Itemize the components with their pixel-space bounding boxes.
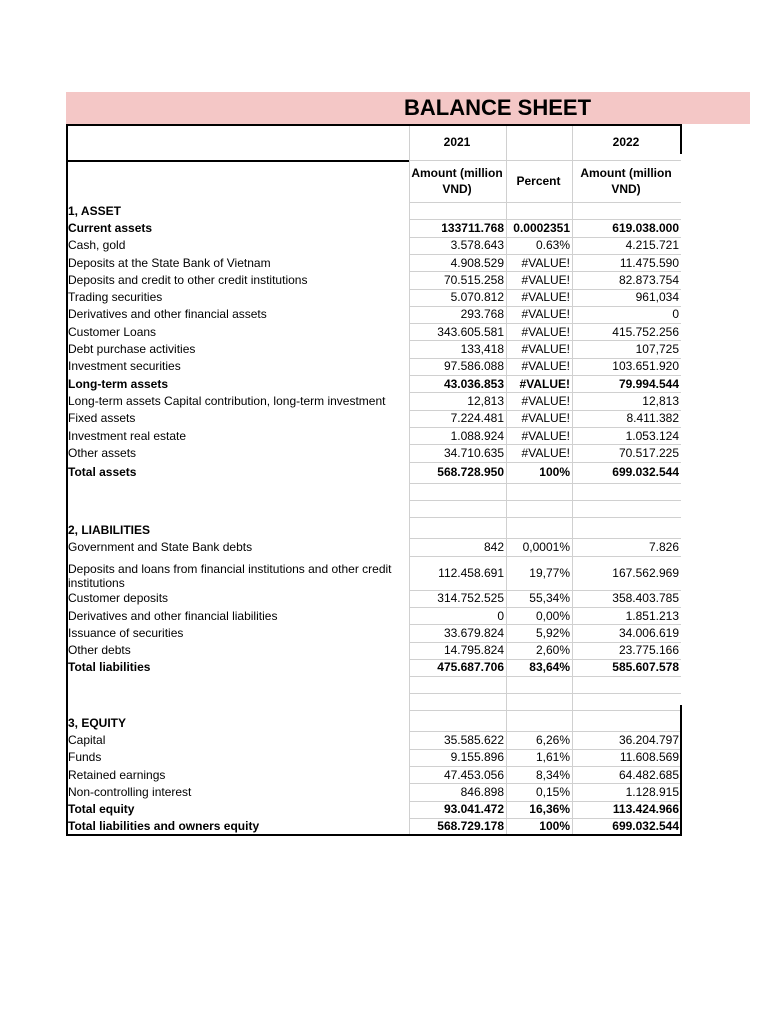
grid-line <box>680 705 682 835</box>
amount-2022-cell: 1.851.213 <box>625 608 679 623</box>
table-row <box>66 624 681 641</box>
percent-cell: 2,60% <box>535 643 570 658</box>
asset-section-title-row <box>66 202 681 219</box>
percent-cell: #VALUE! <box>521 324 570 339</box>
empty-cell <box>572 202 681 219</box>
percent-cell: #VALUE! <box>521 255 570 270</box>
amount-2021-cell: 4.908.529 <box>450 255 504 270</box>
empty-cell <box>506 521 572 538</box>
grid-line <box>409 358 681 359</box>
header-label-cell <box>66 124 409 160</box>
sheet-title: BALANCE SHEET <box>404 95 592 120</box>
table-row <box>66 462 681 483</box>
empty-cell <box>506 202 572 219</box>
grid-line <box>409 237 681 238</box>
grid-line <box>409 624 681 625</box>
row-label: Total assets <box>68 465 137 479</box>
amount-2022-cell: 79.994.544 <box>618 376 679 391</box>
amount-2022-cell: 12,813 <box>642 393 679 408</box>
amount-2022-cell: 0 <box>672 307 679 322</box>
amount-2022-cell: 1.053.124 <box>625 428 679 443</box>
amount-2021-cell: 3.578.643 <box>450 238 504 253</box>
amount-2021-cell: 12,813 <box>467 393 504 408</box>
amount-2022-cell: 7.826 <box>648 539 679 554</box>
amount-2022-cell: 11.475.590 <box>619 255 679 270</box>
table-row <box>66 340 681 357</box>
grid-line <box>409 801 681 802</box>
grid-line <box>66 160 409 162</box>
amount-2021-cell: 112.458.691 <box>438 565 504 580</box>
table-row <box>66 766 681 783</box>
amount-2021-cell: 5.070.812 <box>450 290 504 305</box>
grid-line <box>409 710 681 711</box>
row-label: Investment securities <box>68 359 181 374</box>
row-label: Other debts <box>68 643 131 658</box>
amount-2022-cell: 36.204.797 <box>618 732 679 747</box>
grid-line <box>506 124 507 835</box>
asset-section-title: 1, ASSET <box>68 203 121 218</box>
row-label: Total equity <box>68 802 135 817</box>
amount-2021-cell: 97.586.088 <box>443 359 504 374</box>
table-row <box>66 392 681 409</box>
percent-cell: #VALUE! <box>521 359 570 374</box>
amount-2022-cell: 358.403.785 <box>612 591 679 606</box>
row-label: Long-term assets <box>68 376 169 391</box>
percent-cell: #VALUE! <box>521 290 570 305</box>
grid-line <box>409 693 681 694</box>
table-row <box>66 237 681 254</box>
percent-cell: 16,36% <box>529 802 570 817</box>
amount-2022-header: Amount (million VND) <box>580 166 672 196</box>
grid-line <box>409 444 681 445</box>
row-label: Deposits at the State Bank of Vietnam <box>68 255 271 270</box>
table-row <box>66 289 681 306</box>
empty-cell <box>409 521 506 538</box>
year-2022-header: 2022 <box>612 135 640 149</box>
liabilities-section-title-row <box>66 521 681 538</box>
grid-line <box>409 500 681 501</box>
grid-line <box>409 340 681 341</box>
amount-2022-cell: 1.128.915 <box>625 784 679 799</box>
empty-cell <box>409 202 506 219</box>
grid-line <box>409 219 681 220</box>
amount-2021-cell: 47.453.056 <box>443 767 504 782</box>
percent-cell: 0,15% <box>535 784 570 799</box>
row-label: Deposits and loans from financial institutions and other credit institutions <box>68 561 392 590</box>
row-label: Total liabilities and owners equity <box>68 819 260 834</box>
table-row <box>66 590 681 607</box>
amount-2022-cell: 82.873.754 <box>618 272 679 287</box>
percent-cell: #VALUE! <box>519 376 570 391</box>
empty-cell <box>506 714 572 731</box>
grid-line <box>409 556 681 557</box>
empty-cell <box>572 521 681 538</box>
grid-line <box>409 306 681 307</box>
grid-line <box>409 254 681 255</box>
grid-line <box>409 462 681 463</box>
row-label: Non-controlling interest <box>68 784 192 799</box>
table-row <box>66 556 681 590</box>
grid-line <box>409 410 681 411</box>
table-row <box>66 607 681 624</box>
table-row <box>66 219 681 236</box>
percent-cell: #VALUE! <box>521 411 570 426</box>
grid-line <box>409 783 681 784</box>
grid-line <box>409 642 681 643</box>
amount-2021-cell: 842 <box>483 539 504 554</box>
column-header-row <box>66 160 681 202</box>
amount-2021-header: Amount (million VND) <box>411 166 503 196</box>
percent-cell: 0.0002351 <box>513 220 570 235</box>
row-label: Debt purchase activities <box>68 342 196 357</box>
amount-2022-cell: 619.038.000 <box>612 220 679 235</box>
row-label: Fixed assets <box>68 411 136 426</box>
row-label: Government and State Bank debts <box>68 539 253 554</box>
row-label: Total liabilities <box>68 660 151 675</box>
percent-cell: 19,77% <box>529 565 570 580</box>
amount-2022-cell: 11.608.569 <box>619 750 679 765</box>
percent-cell: 1,61% <box>535 750 570 765</box>
amount-2022-cell: 4.215.721 <box>625 238 679 253</box>
empty-cell <box>572 714 681 731</box>
amount-2021-cell: 34.710.635 <box>443 445 504 460</box>
row-label: Customer deposits <box>68 591 169 606</box>
amount-2022-cell: 8.411.382 <box>626 411 679 426</box>
percent-cell: 5,92% <box>535 625 570 640</box>
row-label: Funds <box>68 750 102 765</box>
row-label: Issuance of securities <box>68 625 184 640</box>
percent-cell: 100% <box>539 465 570 479</box>
amount-2022-cell: 961,034 <box>635 290 679 305</box>
amount-2021-cell: 846.898 <box>460 784 504 799</box>
amount-2021-cell: 7.224.481 <box>450 411 504 426</box>
row-label: Derivatives and other financial liabilities <box>68 608 278 623</box>
amount-2022-cell: 415.752.256 <box>612 324 679 339</box>
amount-2022-cell: 64.482.685 <box>618 767 679 782</box>
percent-cell: 6,26% <box>535 732 570 747</box>
amount-2022-cell: 699.032.544 <box>612 819 679 834</box>
row-label: Derivatives and other financial assets <box>68 307 267 322</box>
grid-line <box>409 160 681 161</box>
percent-header: Percent <box>516 174 561 188</box>
grid-line <box>409 271 681 272</box>
grid-line <box>409 818 681 819</box>
amount-2021-cell: 133,418 <box>460 342 504 357</box>
amount-2021-cell: 1.088.924 <box>450 428 504 443</box>
table-row <box>66 375 681 392</box>
amount-2022-cell: 699.032.544 <box>612 465 679 479</box>
percent-cell: #VALUE! <box>521 342 570 357</box>
amount-2021-cell: 43.036.853 <box>443 376 504 391</box>
grid-line <box>680 124 682 154</box>
grid-line <box>409 749 681 750</box>
table-row <box>66 271 681 288</box>
row-label: Capital <box>68 732 106 747</box>
percent-cell: 8,34% <box>535 767 570 782</box>
empty-cell <box>409 714 506 731</box>
grid-line <box>409 375 681 376</box>
amount-2022-cell: 23.775.166 <box>618 643 679 658</box>
grid-line <box>66 124 682 126</box>
table-row <box>66 731 681 748</box>
percent-cell: 100% <box>539 819 570 834</box>
amount-2021-cell: 568.729.178 <box>437 819 504 834</box>
table-row <box>66 427 681 444</box>
table-row <box>66 783 681 800</box>
grid-line <box>409 289 681 290</box>
table-row <box>66 410 681 427</box>
percent-cell: #VALUE! <box>521 445 570 460</box>
table-row <box>66 306 681 323</box>
table-row <box>66 642 681 659</box>
table-row <box>66 323 681 340</box>
amount-2022-cell: 113.424.966 <box>612 802 679 817</box>
grid-line <box>409 676 681 677</box>
grid-line <box>409 202 681 203</box>
amount-2021-cell: 314.752.525 <box>437 591 504 606</box>
table-row <box>66 538 681 555</box>
percent-cell: #VALUE! <box>521 307 570 322</box>
percent-cell: 0.63% <box>535 238 570 253</box>
amount-2022-cell: 70.517.225 <box>618 445 679 460</box>
row-label: Retained earnings <box>68 767 166 782</box>
amount-2021-cell: 93.041.472 <box>443 802 504 817</box>
percent-cell: 55,34% <box>529 591 570 606</box>
liabilities-section-title: 2, LIABILITIES <box>68 522 151 537</box>
table-row <box>66 801 681 818</box>
grid-line <box>66 834 682 836</box>
row-label: Investment real estate <box>68 428 187 443</box>
table-row <box>66 659 681 676</box>
grid-line <box>409 590 681 591</box>
equity-section-title: 3, EQUITY <box>68 715 127 730</box>
table-row <box>66 749 681 766</box>
amount-2021-cell: 568.728.950 <box>437 465 504 479</box>
amount-2021-cell: 9.155.896 <box>450 750 504 765</box>
percent-cell: 83,64% <box>529 660 570 675</box>
grid-line <box>409 124 410 835</box>
year-2021-header: 2021 <box>443 135 471 149</box>
header-empty-cell <box>506 124 572 160</box>
row-label: Long-term assets Capital contribution, long-term investment <box>68 393 386 408</box>
equity-section-title-row <box>66 714 681 731</box>
row-label: Current assets <box>68 220 153 235</box>
amount-2021-cell: 0 <box>497 608 504 623</box>
amount-2021-cell: 475.687.706 <box>437 660 504 675</box>
table-row <box>66 444 681 461</box>
percent-cell: 0,0001% <box>522 539 570 554</box>
amount-2021-cell: 343.605.581 <box>437 324 504 339</box>
amount-2022-cell: 167.562.969 <box>612 565 679 580</box>
grid-line <box>409 731 681 732</box>
percent-cell: #VALUE! <box>521 393 570 408</box>
grid-line <box>66 124 68 835</box>
grid-line <box>409 392 681 393</box>
grid-line <box>409 517 681 518</box>
grid-line <box>409 766 681 767</box>
table-row <box>66 358 681 375</box>
percent-cell: #VALUE! <box>521 428 570 443</box>
amount-2021-cell: 133711.768 <box>441 220 504 235</box>
grid-line <box>409 323 681 324</box>
amount-2021-cell: 35.585.622 <box>443 732 504 747</box>
grid-line <box>409 483 681 484</box>
grid-line <box>572 124 573 835</box>
amount-2021-cell: 33.679.824 <box>443 625 504 640</box>
row-label: Deposits and credit to other credit institutions <box>68 272 308 287</box>
percent-cell: 0,00% <box>535 608 570 623</box>
grid-line <box>409 427 681 428</box>
amount-2022-cell: 103.651.920 <box>612 359 679 374</box>
row-label: Customer Loans <box>68 324 157 339</box>
amount-2022-cell: 585.607.578 <box>612 660 679 675</box>
amount-2022-cell: 107,725 <box>635 342 679 357</box>
grid-line <box>409 538 681 539</box>
table-row <box>66 254 681 271</box>
row-label: Cash, gold <box>68 238 126 253</box>
amount-2021-cell: 14.795.824 <box>443 643 504 658</box>
percent-cell: #VALUE! <box>521 272 570 287</box>
table-row <box>66 818 681 835</box>
amount-2021-cell: 293.768 <box>460 307 504 322</box>
year-header-row <box>66 124 681 160</box>
amount-2022-cell: 34.006.619 <box>618 625 679 640</box>
amount-2021-cell: 70.515.258 <box>443 272 504 287</box>
subheader-label-cell <box>66 160 409 202</box>
grid-line <box>409 659 681 660</box>
row-label: Trading securities <box>68 290 163 305</box>
grid-line <box>409 607 681 608</box>
row-label: Other assets <box>68 445 137 460</box>
